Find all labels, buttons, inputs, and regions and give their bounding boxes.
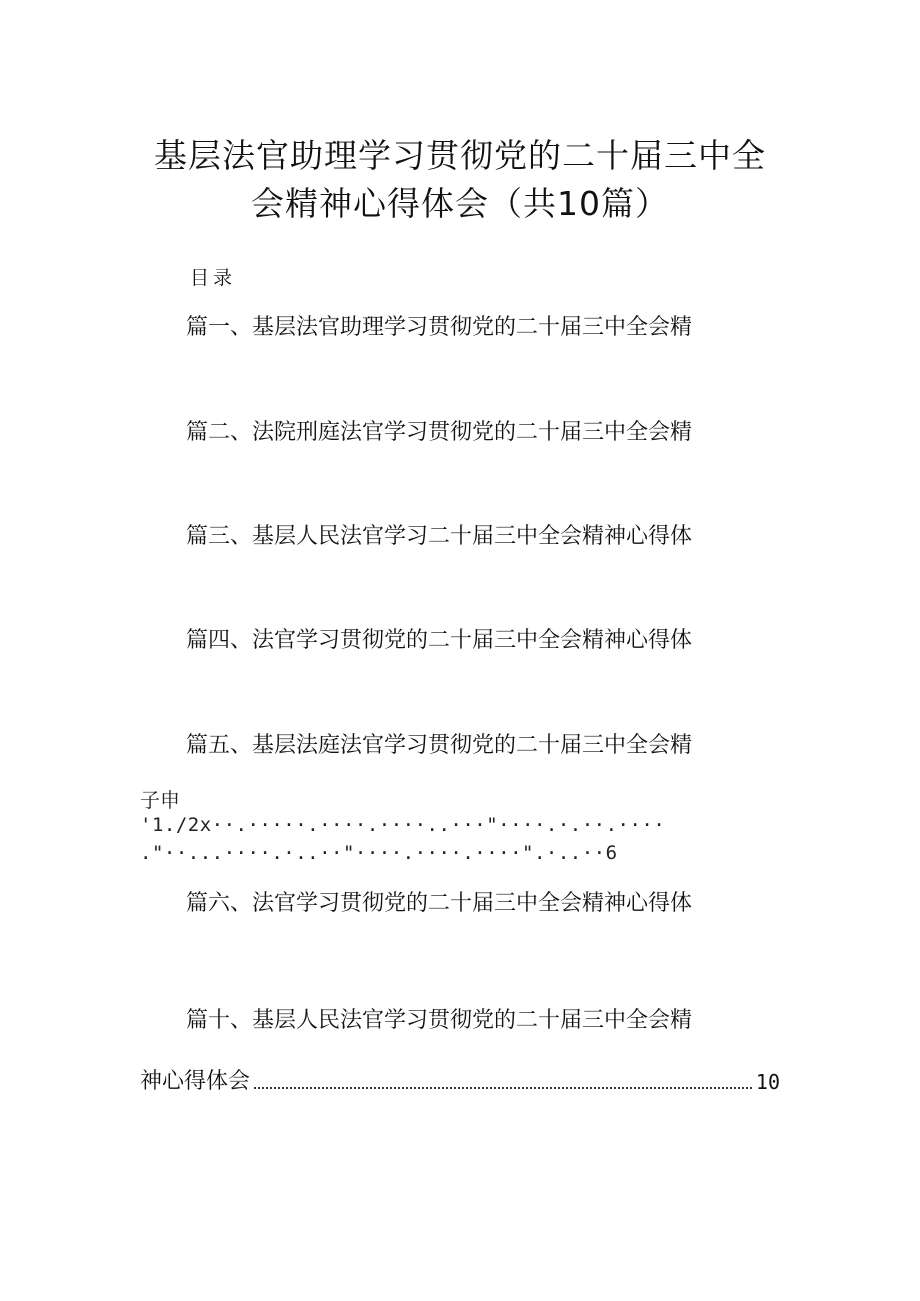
- toc-item-5[interactable]: 篇五、基层法庭法官学习贯彻党的二十届三中全会精: [186, 733, 693, 758]
- garbled-text-line-1: 子申: [140, 788, 180, 812]
- toc-item-2[interactable]: 篇二、法院刑庭法官学习贯彻党的二十届三中全会精: [186, 420, 693, 445]
- toc-item-10-continuation[interactable]: [140, 1065, 780, 1097]
- toc-item-4[interactable]: 篇四、法官学习贯彻党的二十届三中全会精神心得体: [186, 628, 693, 653]
- toc-item-1[interactable]: 篇一、基层法官助理学习贯彻党的二十届三中全会精: [186, 315, 693, 340]
- toc-page-number: 10: [755, 1070, 780, 1094]
- garbled-text-line-2: '1./2x··.·····.····.····..···"····.·.··.····: [140, 814, 666, 836]
- garbled-text-line-3: ."··...····.·..··"····.····.····".·..··6: [140, 842, 618, 864]
- toc-item-10[interactable]: 篇十、基层人民法官学习贯彻党的二十届三中全会精: [186, 1008, 693, 1033]
- document-title-line-2: 会精神心得体会（共10篇）: [251, 184, 669, 223]
- toc-heading: 目录: [190, 267, 237, 289]
- toc-continuation-text: 神心得体会: [140, 1069, 251, 1094]
- dot-leader: [254, 1087, 752, 1089]
- document-title-line-1: 基层法官助理学习贯彻党的二十届三中全: [154, 136, 766, 175]
- toc-item-3[interactable]: 篇三、基层人民法官学习二十届三中全会精神心得体: [186, 524, 693, 549]
- toc-item-6[interactable]: 篇六、法官学习贯彻党的二十届三中全会精神心得体: [186, 891, 693, 916]
